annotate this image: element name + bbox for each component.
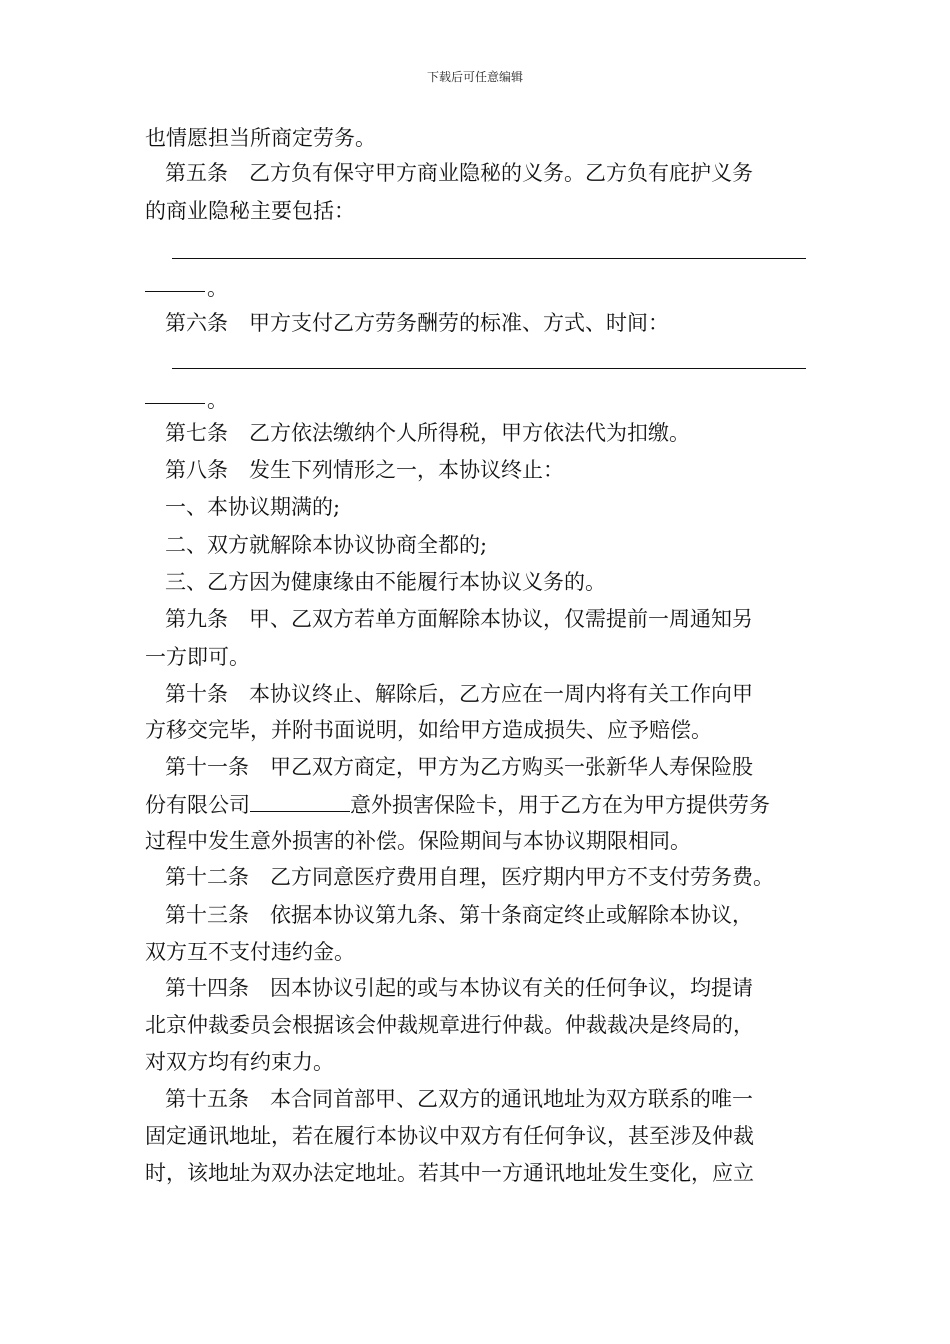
- article-5-line: 第五条 乙方负有保守甲方商业隐秘的义务。乙方负有庇护义务: [165, 161, 753, 185]
- text-line: 也情愿担当所商定劳务。: [145, 126, 376, 150]
- article-7-line: 第七条 乙方依法缴纳个人所得税，甲方依法代为扣缴。: [165, 421, 690, 445]
- article-13-line: 第十三条 依据本协议第九条、第十条商定终止或解除本协议，: [165, 903, 753, 927]
- text-line: [145, 789, 810, 820]
- text-line: 北京仲裁委员会根据该会仲裁规章进行仲裁。仲裁裁决是终局的，: [145, 1013, 754, 1037]
- article-14-line: 第十四条 因本协议引起的或与本协议有关的任何争议，均提请: [165, 976, 753, 1000]
- list-item: 一、本协议期满的;: [165, 495, 341, 519]
- fill-in-blank-rule: [172, 258, 806, 259]
- text-line: 双方互不支付违约金。: [145, 940, 355, 964]
- page-header: 下载后可任意编辑: [426, 70, 523, 84]
- text-line: 过程中发生意外损害的补偿。保险期间与本协议期限相同。: [145, 829, 691, 853]
- text-line: 时，该地址为双办法定地址。若其中一方通讯地址发生变化，应立: [145, 1161, 754, 1185]
- article-8-line: 第八条 发生下列情形之一，本协议终止：: [165, 458, 564, 482]
- article-12-line: 第十二条 乙方同意医疗费用自理，医疗期内甲方不支付劳务费。: [165, 865, 774, 889]
- text-line: 的商业隐秘主要包括：: [145, 199, 355, 223]
- period-mark: 。: [207, 388, 228, 412]
- text-line: 对双方均有约束力。: [145, 1050, 334, 1074]
- article-15-line: 第十五条 本合同首部甲、乙双方的通讯地址为双方联系的唯一: [165, 1087, 753, 1111]
- text-line: 一方即可。: [145, 645, 250, 669]
- fill-in-blank-rule: [250, 789, 350, 812]
- fill-in-blank-rule: [145, 403, 205, 404]
- text-line: 固定通讯地址，若在履行本协议中双方有任何争议，甚至涉及仲裁: [145, 1124, 754, 1148]
- article-11-line: 第十一条 甲乙双方商定，甲方为乙方购买一张新华人寿保险股: [165, 755, 753, 779]
- text-segment: 份有限公司: [145, 793, 250, 817]
- list-item: 三、乙方因为健康缘由不能履行本协议义务的。: [165, 570, 606, 594]
- article-9-line: 第九条 甲、乙双方若单方面解除本协议，仅需提前一周通知另: [165, 607, 753, 631]
- article-6-line: 第六条 甲方支付乙方劳务酬劳的标准、方式、时间：: [165, 311, 669, 335]
- text-segment: 意外损害保险卡，用于乙方在为甲方提供劳务: [350, 793, 770, 817]
- list-item: 二、双方就解除本协议协商全都的;: [165, 533, 488, 557]
- fill-in-blank-rule: [172, 368, 806, 369]
- article-10-line: 第十条 本协议终止、解除后，乙方应在一周内将有关工作向甲: [165, 682, 753, 706]
- text-line: 方移交完毕，并附书面说明，如给甲方造成损失、应予赔偿。: [145, 718, 712, 742]
- period-mark: 。: [207, 276, 228, 300]
- fill-in-blank-rule: [145, 291, 205, 292]
